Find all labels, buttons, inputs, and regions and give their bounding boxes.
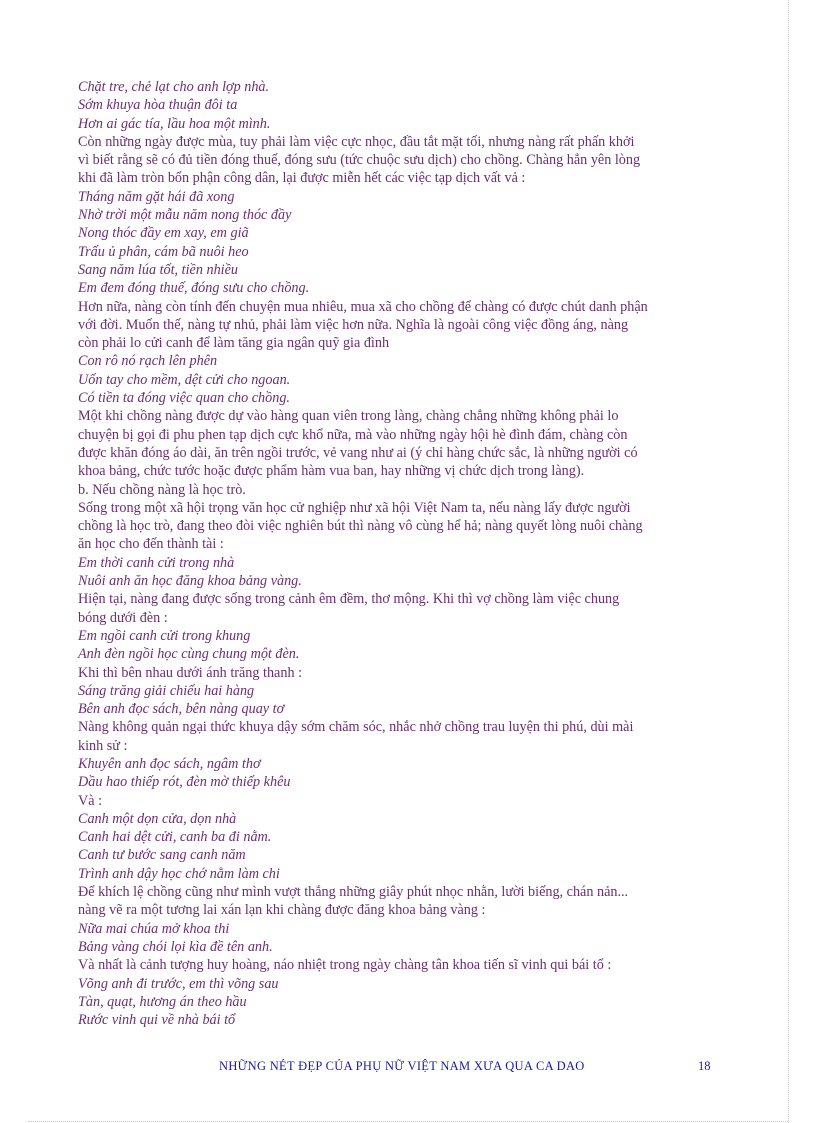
verse-line: Bảng vàng chói lọi kìa đề tên anh. (78, 938, 273, 955)
verse-line: Uốn tay cho mềm, dệt cửi cho ngoan. (78, 371, 291, 388)
prose-line: bóng dưới đèn : (78, 609, 168, 626)
verse-line: Có tiền ta đóng việc quan cho chồng. (78, 390, 290, 407)
verse-line: Tháng năm gặt hái đã xong (78, 188, 235, 205)
prose-line: Còn những ngày được mùa, tuy phải làm việc cực nhọc, đầu tắt mặt tối, nhưng nàng rất phấn khởi (78, 133, 635, 150)
verse-line: Sáng trăng giải chiếu hai hàng (78, 682, 255, 699)
prose-line: Và : (78, 792, 103, 809)
page-border-right (788, 0, 789, 1123)
verse-line: Nữa mai chúa mở khoa thi (78, 920, 230, 937)
prose-line: Và nhất là cảnh tượng huy hoàng, náo nhiệt trong ngày chàng tân khoa tiến sĩ vinh qui bái tổ : (78, 957, 612, 974)
verse-line: Canh một dọn cửa, dọn nhà (78, 810, 237, 827)
prose-line: kinh sử : (78, 737, 128, 754)
prose-line: Sống trong một xã hội trọng văn học cử nghiệp như xã hội Việt Nam ta, nếu nàng lấy được người (78, 499, 631, 516)
prose-line: khi đã làm tròn bổn phận công dân, lại được miễn hết các việc tạp dịch vất vả : (78, 170, 526, 187)
verse-line: Trình anh dậy học chớ nằm làm chi (78, 865, 280, 882)
prose-line: chuyện bị gọi đi phu phen tạp dịch cực khổ nữa, mà vào những ngày hội hè đình đám, chàng còn (78, 426, 628, 443)
verse-line: Võng anh đi trước, em thì võng sau (78, 975, 279, 992)
verse-line: Hơn ai gác tía, lầu hoa một mình. (78, 115, 271, 132)
verse-line: Chặt tre, chẻ lạt cho anh lợp nhà. (78, 79, 270, 95)
page-number: 18 (698, 1059, 711, 1073)
verse-line: Sang năm lúa tốt, tiền nhiều (78, 261, 238, 278)
prose-line: khoa bảng, chức tước hoặc được phẩm hàm vua ban, hay những vị chức dịch trong làng). (78, 463, 585, 480)
prose-line: Khi thì bên nhau dưới ánh trăng thanh : (78, 664, 303, 681)
verse-line: Em thời canh cửi trong nhà (78, 554, 235, 571)
prose-line: chồng là học trò, đang theo đòi việc nghiên bút thì nàng vô cùng hể hả; nàng quyết lòng nuôi chàng (78, 518, 643, 535)
prose-line: còn phải lo cửi canh để làm tăng gia ngân quỹ gia đình (78, 335, 390, 352)
verse-line: Nhờ trời một mẫu năm nong thóc đầy (78, 207, 292, 224)
verse-line: Khuyên anh đọc sách, ngâm thơ (78, 755, 261, 772)
verse-line: Trấu ủ phân, cám bã nuôi heo (78, 243, 249, 260)
verse-line: Nuôi anh ăn học đăng khoa bảng vàng. (78, 573, 302, 590)
prose-line: Để khích lệ chồng cũng như mình vượt thắng những giây phút nhọc nhằn, lười biếng, chán nản... (78, 884, 629, 901)
prose-line: với đời. Muốn thế, nàng tự nhủ, phải làm việc hơn nữa. Nghĩa là ngoài công việc đồng áng, nàng (78, 316, 629, 333)
prose-line: b. Nếu chồng nàng là học trò. (78, 481, 246, 498)
verse-line: Em đem đóng thuế, đóng sưu cho chồng. (78, 280, 310, 297)
prose-line: vì biết rằng sẽ có đủ tiền đóng thuế, đóng sưu (tức chuộc sưu dịch) cho chồng. Chàng hẳn yên lòng (78, 152, 641, 169)
prose-line: Hơn nữa, nàng còn tính đến chuyện mua nhiêu, mua xã cho chồng để chàng có được chút danh phận (78, 298, 648, 315)
prose-line: ăn học cho đến thành tài : (78, 536, 224, 553)
verse-line: Canh tư bước sang canh năm (78, 847, 246, 864)
verse-line: Canh hai dệt cửi, canh ba đi nằm. (78, 829, 272, 846)
verse-line: Bên anh đọc sách, bên nàng quay tơ (78, 701, 285, 718)
prose-line: được khăn đóng áo dài, ăn trên ngồi trước, vẻ vang như ai (ý chỉ hàng chức sắc, là những người có (78, 444, 638, 461)
verse-line: Dầu hao thiếp rót, đèn mờ thiếp khêu (78, 774, 291, 791)
document-body (78, 78, 738, 1029)
verse-line: Em ngồi canh cửi trong khung (78, 627, 251, 644)
page-border-bottom (28, 1121, 788, 1122)
prose-line: nàng vẽ ra một tương lai xán lạn khi chàng được đăng khoa bảng vàng : (78, 902, 486, 919)
prose-line: Hiện tại, nàng đang được sống trong cảnh êm đềm, thơ mộng. Khi thì vợ chồng làm việc chung (78, 591, 620, 608)
verse-line: Anh đèn ngồi học cùng chung một đèn. (78, 646, 300, 663)
prose-line: Nàng không quản ngại thức khuya dậy sớm chăm sóc, nhắc nhở chồng trau luyện thi phú, dùi mài (78, 719, 634, 736)
prose-line: Một khi chồng nàng được dự vào hàng quan viên trong làng, chàng chẳng những không phải lo (78, 408, 619, 425)
verse-line: Sớm khuya hòa thuận đôi ta (78, 97, 238, 114)
footer-title: NHỮNG NÉT ĐẸP CỦA PHỤ NỮ VIỆT NAM XƯA QUA CA DAO (219, 1059, 585, 1073)
verse-line: Nong thóc đầy em xay, em giã (78, 225, 249, 242)
verse-line: Con rô nó rạch lên phên (78, 353, 218, 370)
verse-line: Rước vinh qui về nhà bái tổ (78, 1012, 236, 1029)
verse-line: Tàn, quạt, hương án theo hầu (78, 993, 247, 1010)
